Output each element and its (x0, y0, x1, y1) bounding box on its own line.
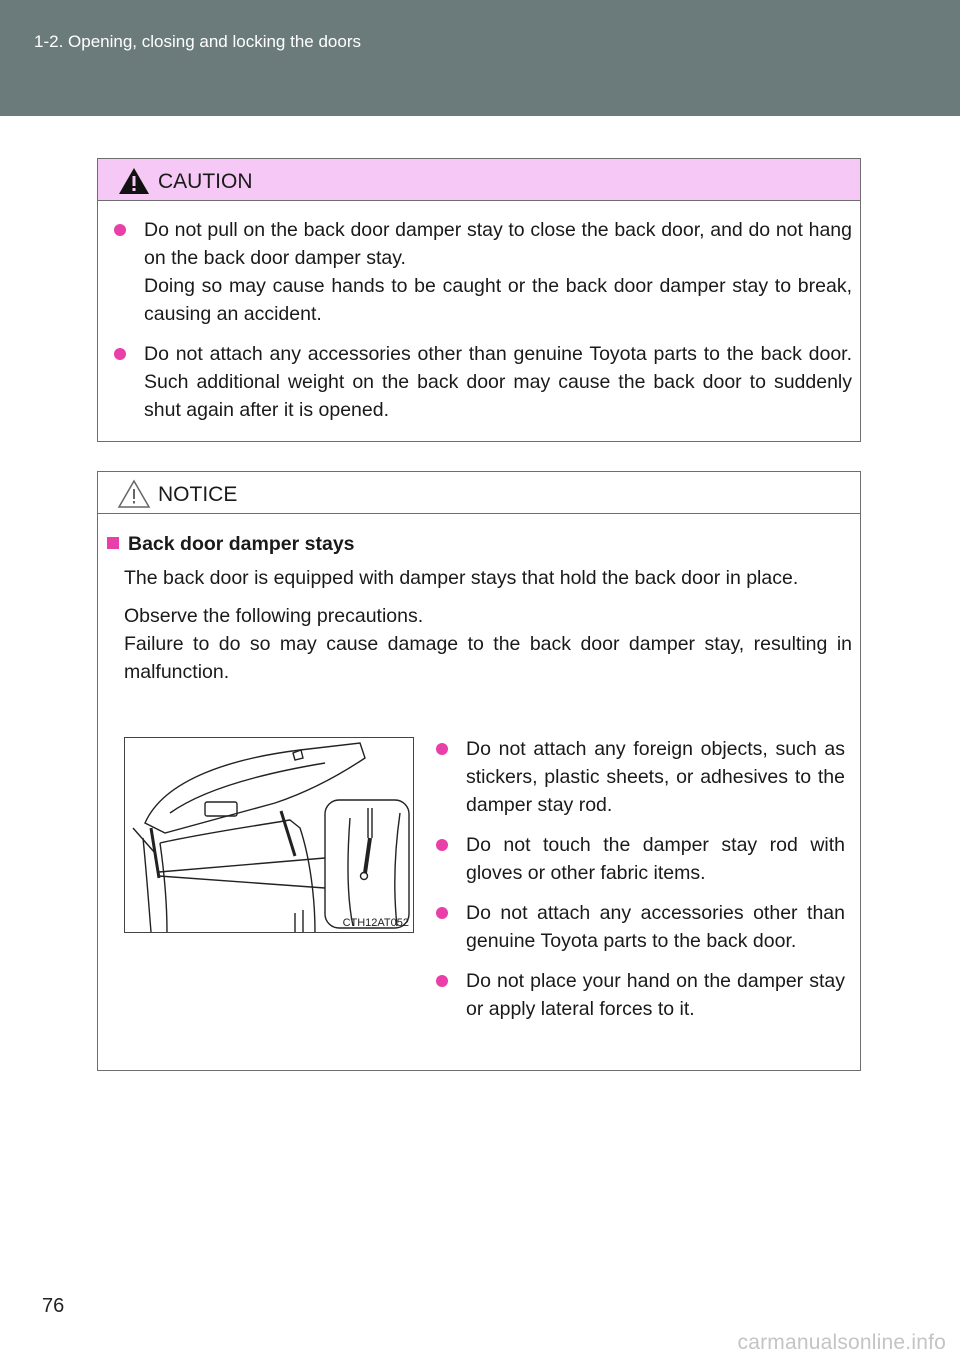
notice-box (97, 471, 861, 1071)
notice-header (98, 472, 860, 514)
paragraph: Do not pull on the back door damper stay to close the back door, and do not hang on the back door damper stay. (144, 219, 852, 269)
notice-title: NOTICE (158, 483, 238, 506)
caution-list (114, 216, 852, 436)
paragraph: Do not touch the damper stay rod with gloves or other fabric items. (466, 834, 845, 884)
notice-body (124, 564, 852, 696)
paragraph: Observe the following precautions. (124, 605, 424, 627)
figure-code: CTH12AT052 (342, 917, 409, 929)
list-item (436, 735, 845, 819)
list-item (114, 340, 852, 424)
caution-title: CAUTION (158, 170, 253, 193)
page-number: 76 (42, 1295, 65, 1317)
list-item (436, 967, 845, 1023)
notice-list (436, 735, 845, 1035)
watermark: carmanualsonline.info (737, 1331, 946, 1354)
paragraph: Failure to do so may cause damage to the back door damper stay, resulting in malfunction. (124, 633, 852, 683)
section-heading (107, 533, 355, 556)
section-heading-text: Back door damper stays (128, 533, 355, 555)
list-item (436, 831, 845, 887)
bullet-dot-icon (436, 839, 448, 851)
square-bullet-icon (107, 537, 119, 549)
warning-triangle-icon (117, 166, 151, 196)
paragraph: The back door is equipped with damper stays that hold the back door in place. (124, 567, 799, 589)
paragraph: Do not attach any accessories other than genuine Toyota parts to the back door. (466, 902, 845, 952)
list-item (114, 216, 852, 328)
warning-triangle-outline-icon (117, 479, 151, 509)
paragraph: Do not attach any accessories other than genuine Toyota parts to the back door. Such additional weight on the back door may cause the back door to suddenly shut again after it is opened. (144, 343, 852, 421)
paragraph: Doing so may cause hands to be caught or the back door damper stay to break, causing an accident. (144, 275, 852, 325)
bullet-dot-icon (436, 975, 448, 987)
section-title: 1-2. Opening, closing and locking the doors (34, 32, 361, 51)
bullet-dot-icon (436, 743, 448, 755)
back-door-diagram-icon (125, 738, 413, 932)
damper-stay-illustration (124, 737, 414, 933)
list-item (436, 899, 845, 955)
bullet-dot-icon (114, 224, 126, 236)
caution-box (97, 158, 861, 442)
bullet-dot-icon (436, 907, 448, 919)
caution-header (98, 159, 860, 201)
header-band (0, 0, 960, 116)
bullet-dot-icon (114, 348, 126, 360)
paragraph: Do not attach any foreign objects, such as stickers, plastic sheets, or adhesives to the damper stay rod. (466, 738, 845, 816)
paragraph: Do not place your hand on the damper stay or apply lateral forces to it. (466, 970, 845, 1020)
